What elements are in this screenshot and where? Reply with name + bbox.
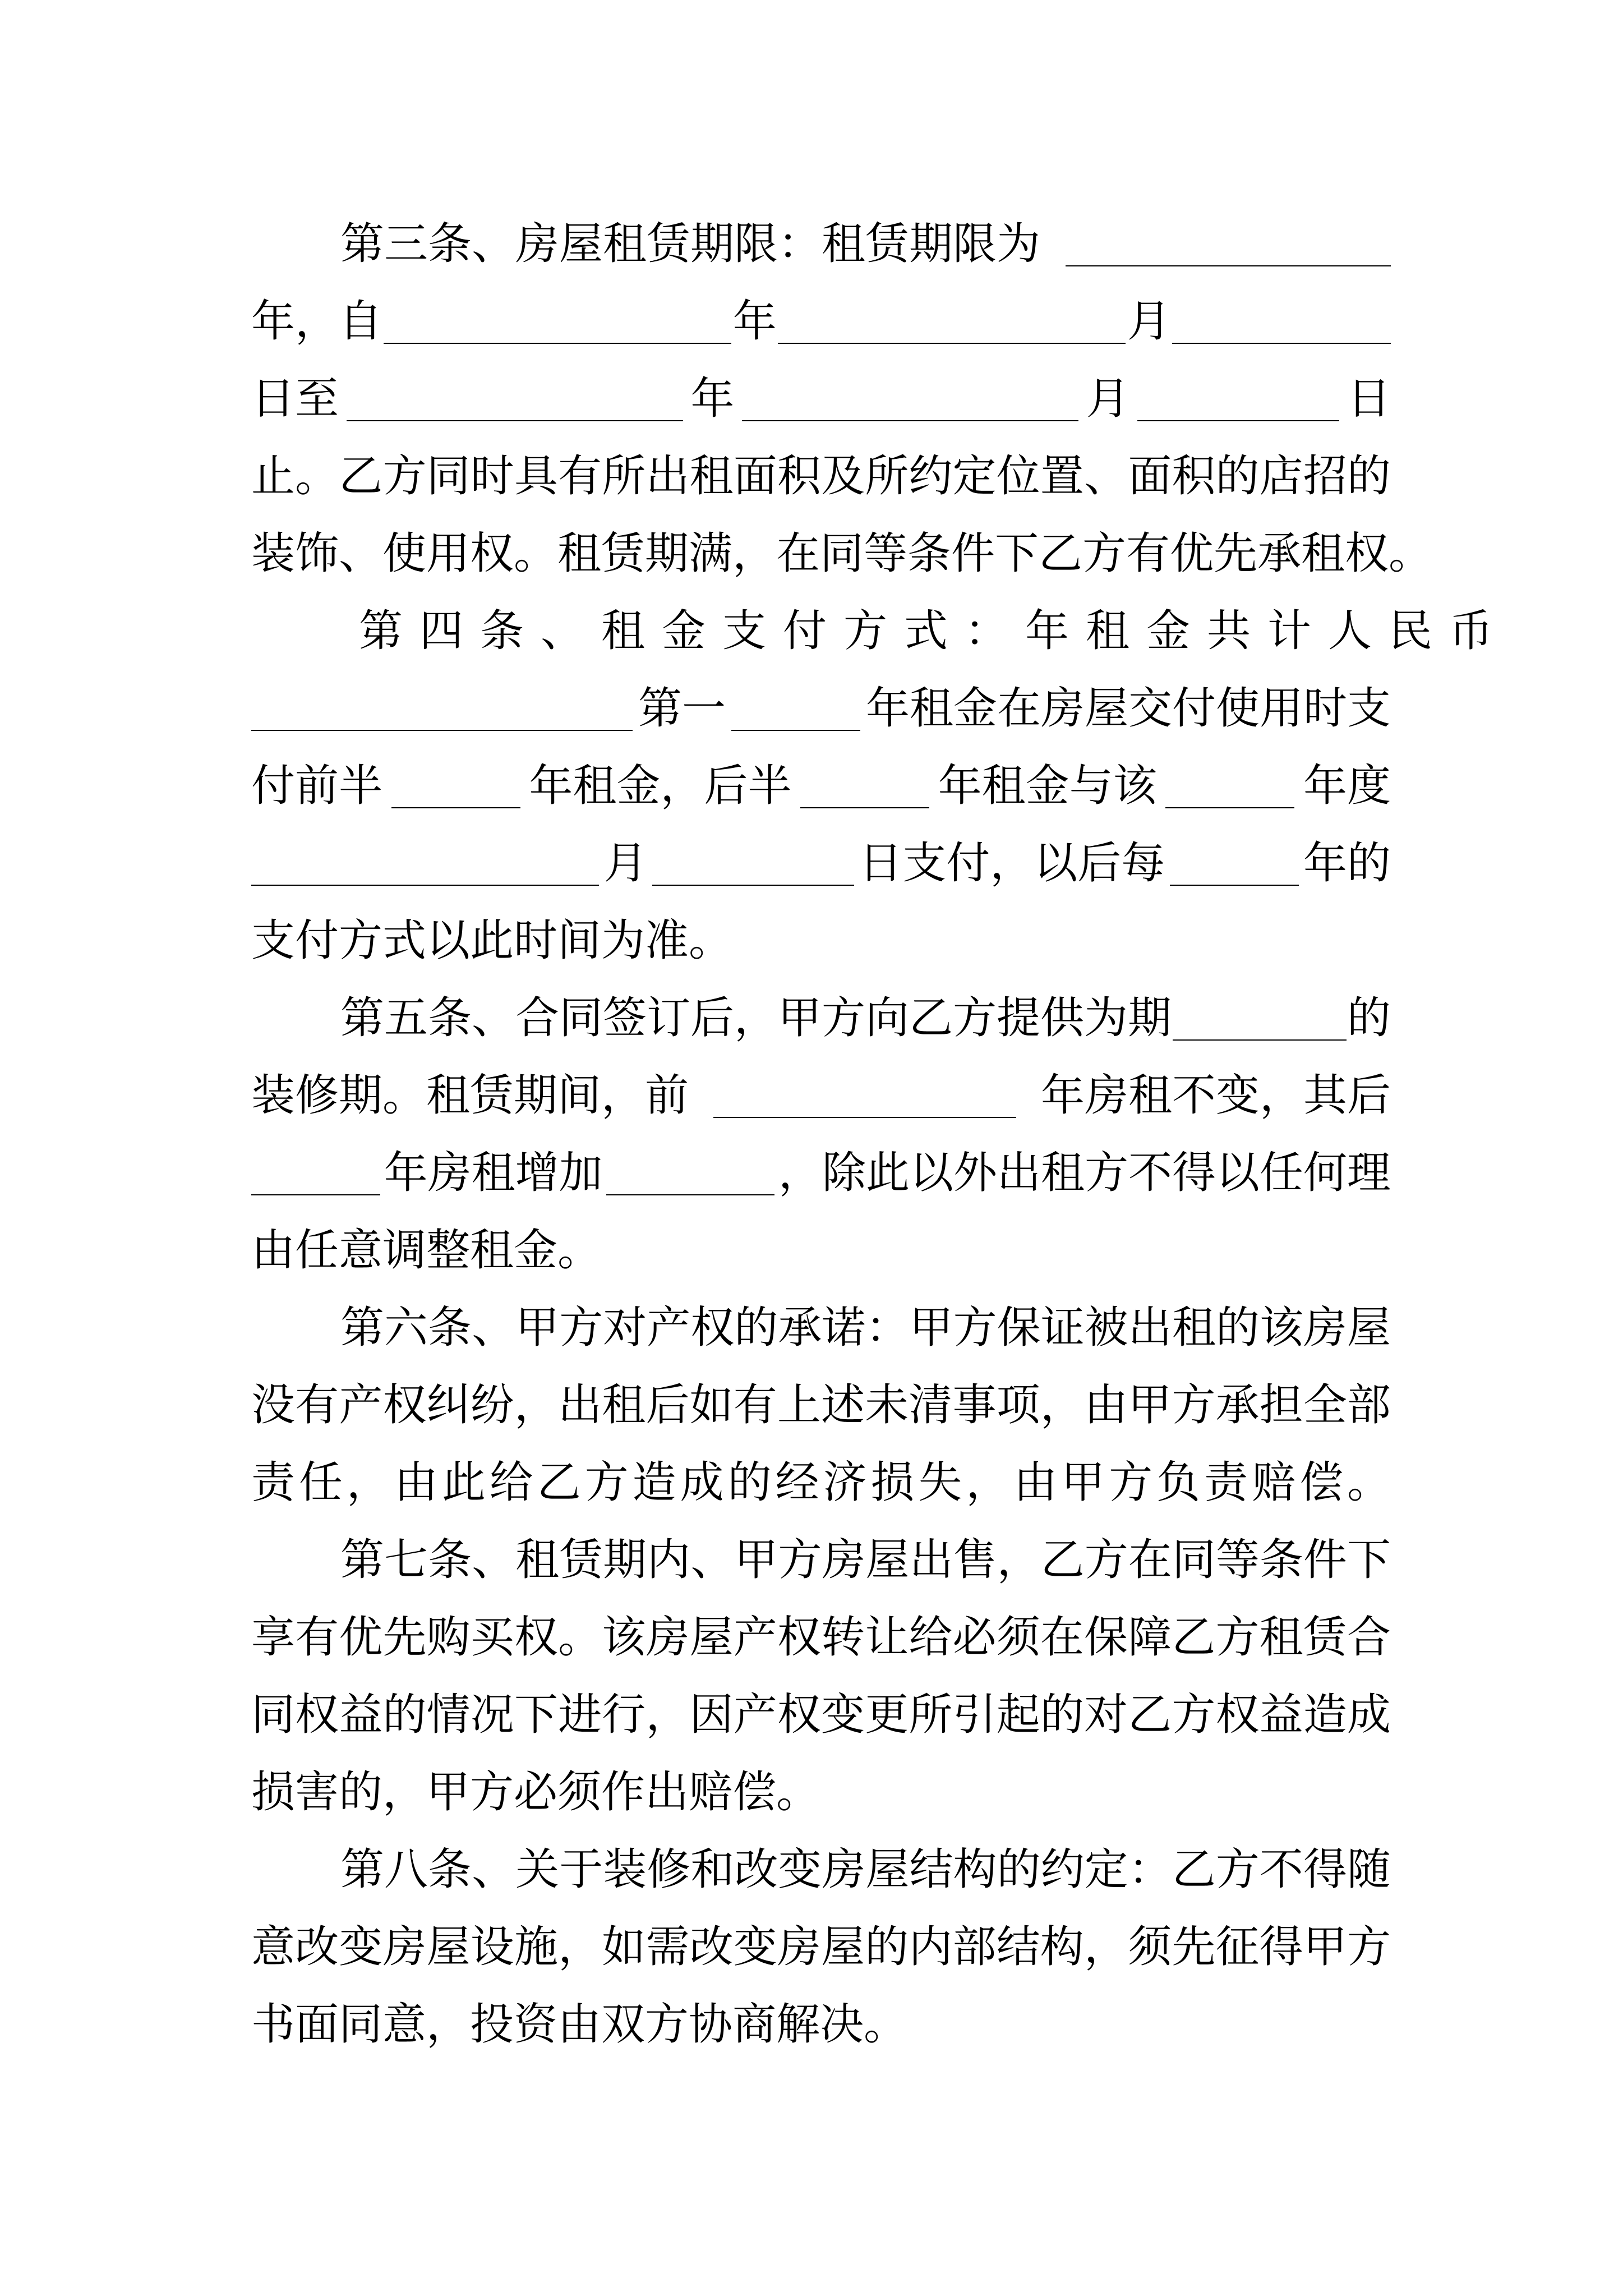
clause7-text: 损害的，甲方必须作出赔偿。 [251,1767,820,1818]
clause8-line1 [340,1839,1391,1901]
blank-field[interactable] [778,299,1126,344]
clause4-text: 第一 [638,683,726,734]
clause8-line3 [251,1994,1391,2055]
clause3-text: 止。乙方同时具有所出租面积及所约定位置、面积的店招的 [251,451,1391,501]
clause4-line1 [359,600,1510,662]
clause3-text: 年 [690,374,735,424]
clause3-line4 [251,445,1391,507]
clause4-text: 年度 [1303,761,1391,811]
blank-field[interactable] [1172,299,1391,344]
blank-field[interactable] [384,299,731,344]
clause3-text: 第三条、房屋租赁期限：租赁期限为 [340,219,1041,269]
clause4-text: 日支付，以后每 [859,838,1165,889]
clause3-text: 月 [1127,296,1171,347]
clause3-line2 [251,291,1391,352]
blank-field[interactable] [251,841,599,886]
clause7-line3 [251,1684,1391,1746]
clause7-line1 [340,1529,1391,1591]
clause5-text: 第五条、合同签订后，甲方向乙方提供为期 [340,993,1172,1043]
blank-field[interactable] [652,841,854,886]
blank-field[interactable] [731,686,860,731]
clause7-text: 第七条、租赁期内、甲方房屋出售，乙方在同等条件下 [340,1535,1391,1585]
clause6-line3 [251,1452,1395,1513]
clause4-text: 第四条、租金支付方式：年租金共计人民币 [359,606,1510,656]
clause7-line2 [251,1607,1391,1668]
clause8-text: 书面同意，投资由双方协商解决。 [251,1999,908,2050]
clause3-text: 年，自 [251,296,383,347]
blank-field[interactable] [1173,996,1347,1041]
clause5-text: 年房租不变，其后 [1040,1070,1391,1121]
clause4-text: 付前半 [251,761,383,811]
clause6-line1 [340,1297,1391,1359]
clause6-text: 责任，由此给乙方造成的经济损失，由甲方负责赔偿。 [251,1457,1395,1508]
clause4-text: 支付方式以此时间为准。 [251,915,733,966]
blank-field[interactable] [1066,222,1391,266]
clause4-line3 [251,755,1391,817]
blank-field[interactable] [742,376,1078,421]
clause4-line4 [251,832,1391,894]
clause6-line2 [251,1374,1391,1436]
clause3-line1 [340,213,1391,275]
blank-field[interactable] [713,1073,1016,1118]
clause5-text: 由任意调整租金。 [251,1225,602,1276]
clause3-text: 日至 [251,374,339,424]
clause3-line5 [251,523,1433,585]
blank-field[interactable] [391,763,520,808]
clause3-text: 日 [1347,374,1391,424]
clause7-text: 同权益的情况下进行，因产权变更所引起的对乙方权益造成 [251,1690,1391,1740]
clause3-line3 [251,368,1391,430]
clause4-text: 月 [603,838,648,889]
clause4-text: 年租金与该 [938,761,1157,811]
blank-field[interactable] [800,763,929,808]
clause7-line4 [251,1761,1391,1823]
clause5-text: 年房租增加 [384,1148,603,1198]
clause8-text: 意改变房屋设施，如需改变房屋的内部结构，须先征得甲方 [251,1922,1391,1972]
clause4-text: 年的 [1303,838,1391,889]
clause6-text: 没有产权纠纷，出租后如有上述未清事项，由甲方承担全部 [251,1380,1391,1430]
blank-field[interactable] [606,1151,774,1195]
clause3-text: 年 [732,296,777,347]
clause3-text: 月 [1086,374,1130,424]
blank-field[interactable] [251,1151,380,1195]
clause5-line3 [251,1142,1391,1204]
clause4-text: 年租金，后半 [529,761,792,811]
clause7-text: 享有优先购买权。该房屋产权转让给必须在保障乙方租赁合 [251,1612,1391,1663]
clause4-text: 年租金在房屋交付使用时支 [865,683,1391,734]
clause5-text: 的 [1347,993,1391,1043]
clause3-text: 装饰、使用权。租赁期满，在同等条件下乙方有优先承租权。 [251,528,1433,579]
blank-field[interactable] [251,686,633,731]
blank-field[interactable] [1137,376,1339,421]
blank-field[interactable] [1165,763,1294,808]
clause5-text: ，除此以外出租方不得以任何理 [778,1148,1391,1198]
blank-field[interactable] [1170,841,1299,886]
clause4-line2 [251,678,1391,739]
clause8-line2 [251,1916,1391,1978]
clause5-line2 [251,1065,1391,1126]
blank-field[interactable] [347,376,683,421]
clause5-text: 装修期。租赁期间，前 [251,1070,689,1121]
clause6-text: 第六条、甲方对产权的承诺：甲方保证被出租的该房屋 [340,1303,1391,1353]
clause5-line1 [340,987,1391,1049]
clause8-text: 第八条、关于装修和改变房屋结构的约定：乙方不得随 [340,1844,1391,1895]
clause5-line4 [251,1220,1391,1281]
clause4-line5 [251,910,1391,972]
